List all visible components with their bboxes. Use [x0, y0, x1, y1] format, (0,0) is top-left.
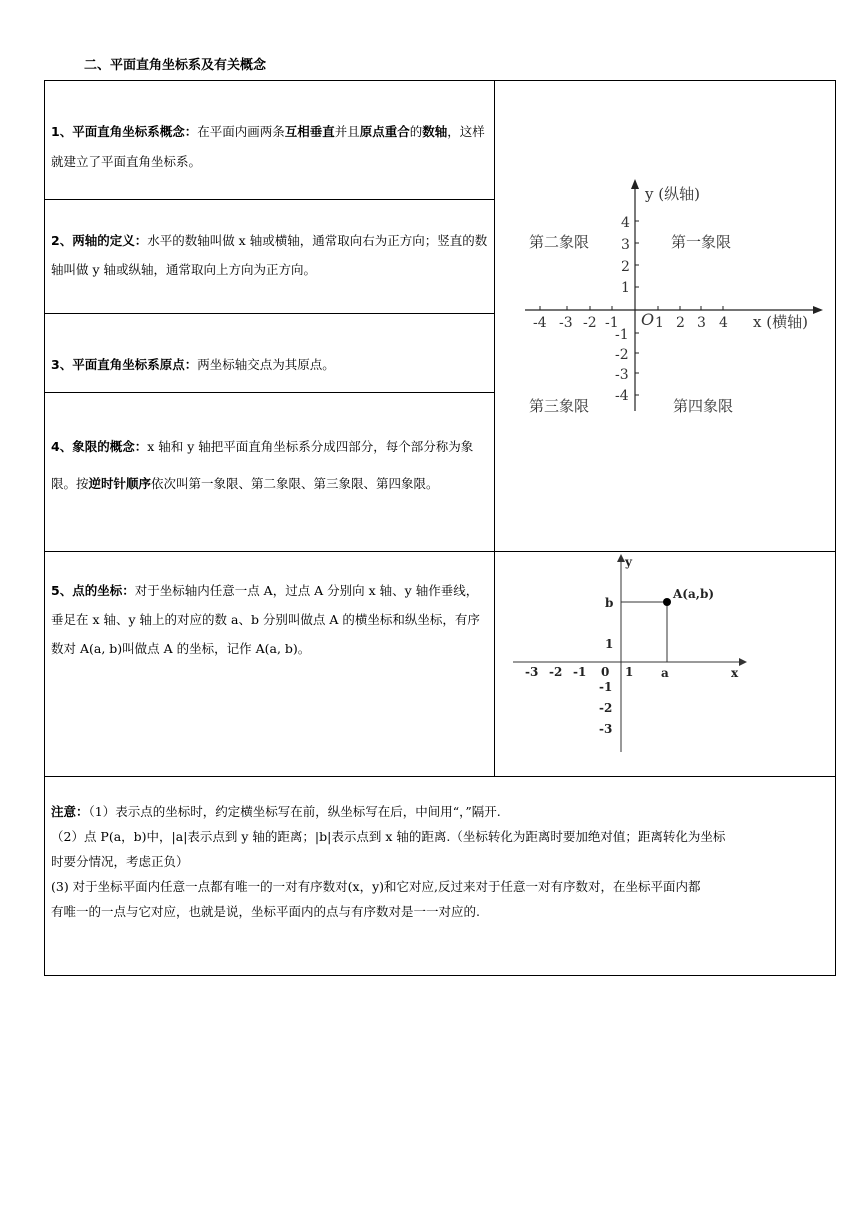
- y-tick-label: 4: [621, 215, 630, 231]
- x-tick-label: 1: [625, 665, 634, 679]
- concept-table: [44, 80, 836, 976]
- y-tick-label: 1: [621, 280, 630, 296]
- quadrant-3-label: 第三象限: [529, 397, 590, 415]
- x-axis-label: x (横轴): [753, 313, 808, 331]
- y-tick-label: -2: [599, 701, 613, 715]
- x-axis-label: x: [731, 666, 739, 680]
- note-box: [44, 776, 836, 976]
- figure-point-cell: [494, 551, 836, 777]
- point-a: [663, 598, 671, 606]
- y-tick-label: 2: [621, 259, 630, 275]
- origin-label: O: [641, 310, 655, 329]
- row-axes-definition: 2、两轴的定义：水平的数轴叫做 x 轴或横轴，通常取向右为正方向；竖直的数轴叫做 y 轴或纵轴，通常取向上方向为正方向。: [44, 199, 495, 314]
- point-label: A(a,b): [673, 587, 715, 601]
- y-tick-label: -4: [615, 388, 629, 404]
- row-quadrants: 4、象限的概念：x 轴和 y 轴把平面直角坐标系分成四部分，每个部分称为象限。按逆时针顺序依次叫第一象限、第二象限、第三象限、第四象限。: [44, 392, 495, 552]
- x-tick-label: 1: [655, 315, 664, 331]
- a-label: a: [661, 666, 669, 680]
- quadrant-diagram: [495, 81, 835, 551]
- row-concept: 1、平面直角坐标系概念：在平面内画两条互相垂直并且原点重合的数轴，这样就建立了平面直角坐标系。: [44, 80, 495, 200]
- y-tick-label: -1: [615, 327, 629, 343]
- quadrant-2-label: 第二象限: [529, 233, 590, 251]
- note-line: （1）表示点的坐标时，约定横坐标写在前，纵坐标写在后，中间用“，”隔开.: [88, 804, 501, 819]
- quadrant-4-label: 第四象限: [673, 397, 734, 415]
- b-label: b: [605, 596, 614, 610]
- note-line: 时要分情况，考虑正负）: [51, 854, 189, 869]
- x-tick-label: -3: [559, 315, 573, 331]
- y-axis-label: y: [625, 555, 632, 569]
- x-axis-arrow: [813, 306, 823, 314]
- x-tick-label: 2: [676, 315, 685, 331]
- y-tick-label: -2: [615, 347, 629, 363]
- y-tick-label: -3: [599, 722, 613, 736]
- x-tick-label: -2: [549, 665, 563, 679]
- y-tick-label: -3: [615, 367, 629, 383]
- note-line: (3) 对于坐标平面内任意一点都有唯一的一对有序数对(x，y)和它对应,反过来对于任意一对有序数对，在坐标平面内都: [51, 879, 701, 894]
- x-tick-label: -4: [533, 315, 547, 331]
- row-title: 5、点的坐标：: [51, 583, 135, 598]
- figure-quadrant-cell: [494, 80, 836, 552]
- note-title: 注意：: [51, 804, 89, 819]
- y-tick-label: -1: [599, 680, 613, 694]
- row-title: 4、象限的概念：: [51, 439, 148, 454]
- zero-label: 0: [601, 665, 610, 679]
- note-line: 有唯一的一点与它对应，也就是说，坐标平面内的点与有序数对是一一对应的.: [51, 904, 480, 919]
- y-axis-arrow: [617, 554, 625, 562]
- x-tick-label: -1: [573, 665, 587, 679]
- row-origin: 3、平面直角坐标系原点：两坐标轴交点为其原点。: [44, 313, 495, 393]
- y-axis-label: y (纵轴): [645, 185, 700, 203]
- y-axis-arrow: [631, 179, 639, 189]
- point-coordinate-diagram: [495, 552, 835, 776]
- y-tick-label: 1: [605, 637, 614, 651]
- row-title: 1、平面直角坐标系概念：: [51, 124, 198, 139]
- x-tick-label: -1: [605, 315, 619, 331]
- row-title: 3、平面直角坐标系原点：: [51, 357, 198, 372]
- section-heading: 二、平面直角坐标系及有关概念: [84, 58, 267, 73]
- quadrant-1-label: 第一象限: [671, 233, 732, 251]
- x-tick-label: 4: [719, 315, 728, 331]
- row-title: 2、两轴的定义：: [51, 233, 148, 248]
- y-tick-label: 3: [621, 237, 630, 253]
- note-line: （2）点 P(a，b)中，|a|表示点到 y 轴的距离；|b|表示点到 x 轴的距离.（坐标转化为距离时要加绝对值；距离转化为坐标: [51, 829, 726, 844]
- row-point-coordinates: 5、点的坐标：对于坐标轴内任意一点 A，过点 A 分别向 x 轴、y 轴作垂线，垂足在 x 轴、y 轴上的对应的数 a、b 分别叫做点 A 的横坐标和纵坐标，有序数对 A(a, b)叫做点 A 的坐标，记作 A(a, b)。: [44, 551, 495, 777]
- x-axis-arrow: [739, 658, 747, 666]
- x-tick-label: 3: [697, 315, 706, 331]
- x-tick-label: -2: [583, 315, 597, 331]
- x-tick-label: -3: [525, 665, 539, 679]
